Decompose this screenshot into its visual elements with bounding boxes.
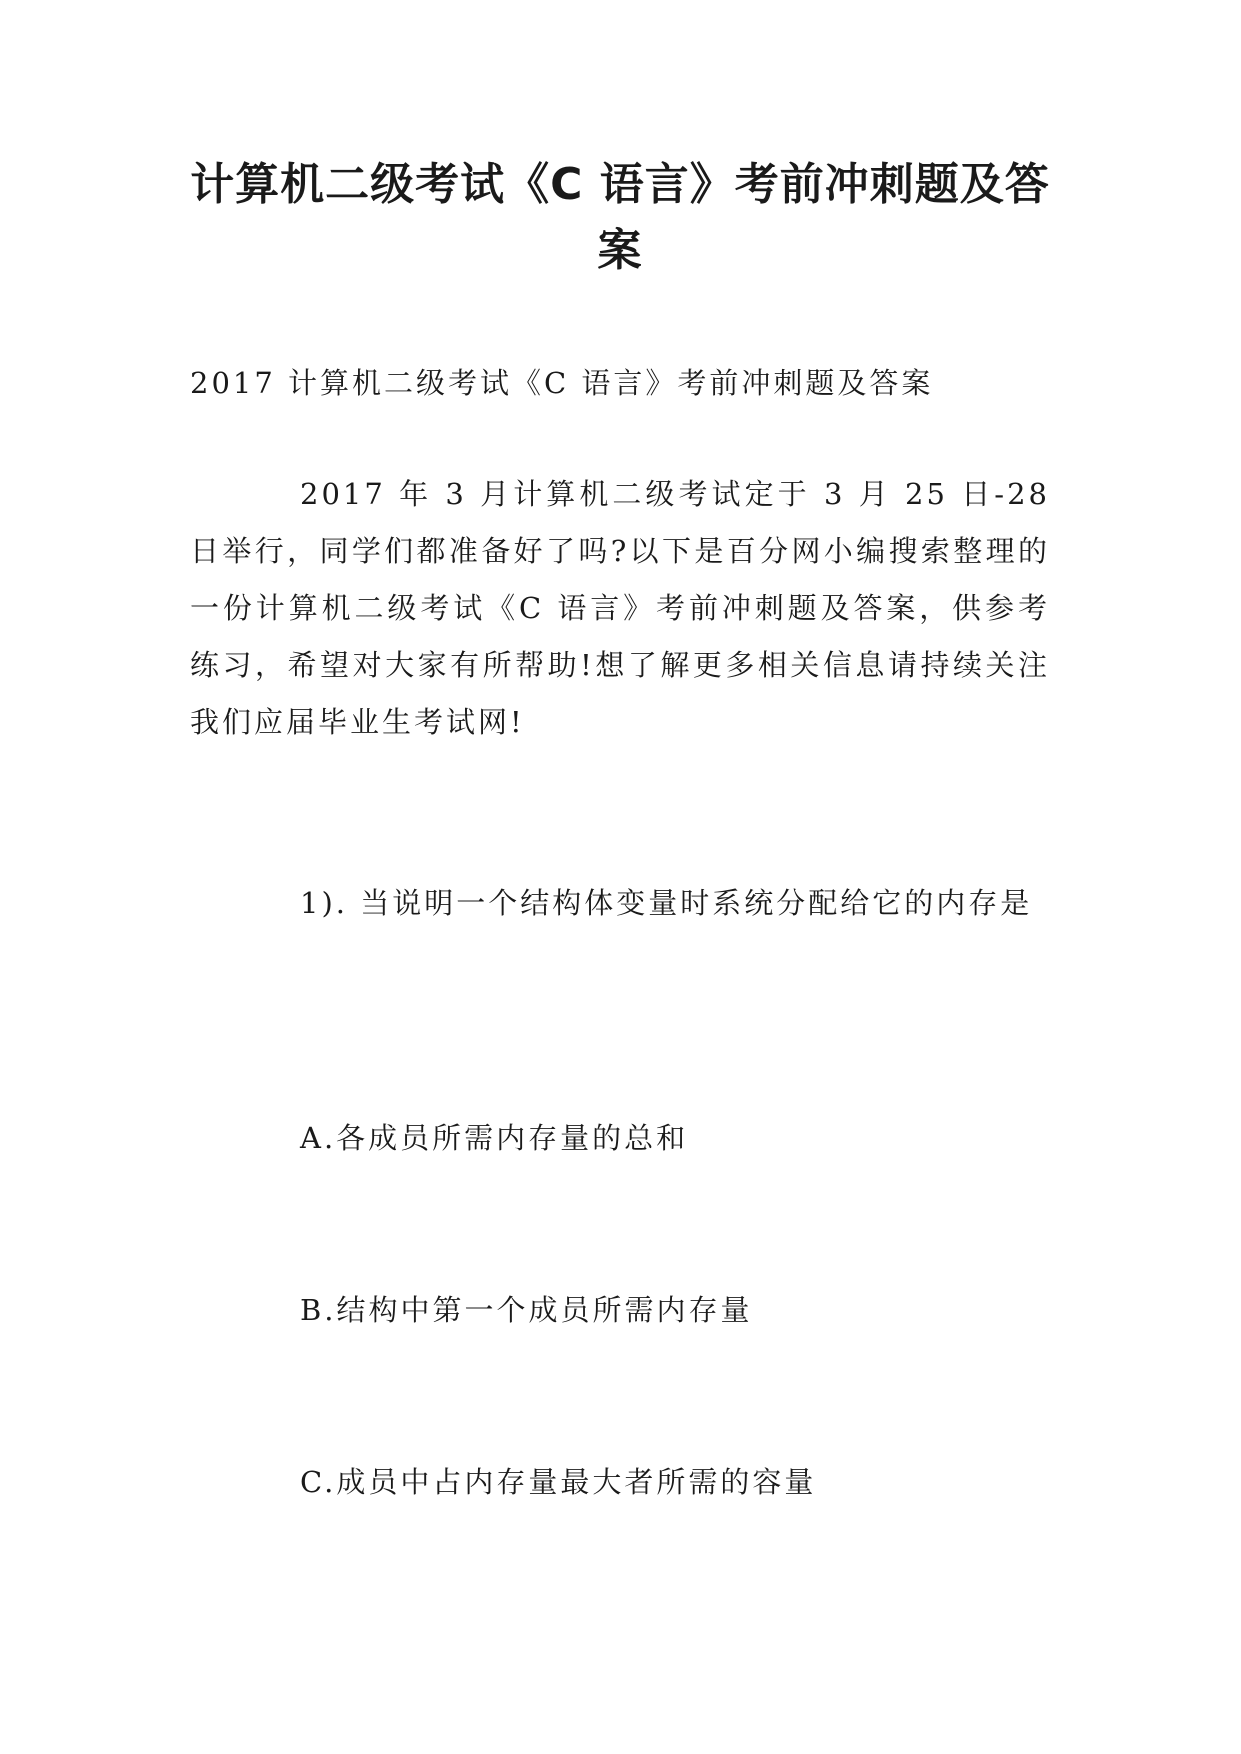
intro-paragraph: 2017 年 3 月计算机二级考试定于 3 月 25 日-28 日举行，同学们都准备好了吗?以下是百分网小编搜索整理的一份计算机二级考试《C 语言》考前冲刺题及答案，供参考练习，希望对大家有所帮助!想了解更多相关信息请持续关注我们应届毕业生考试网! <box>190 477 1050 739</box>
document-subtitle: 2017 计算机二级考试《C 语言》考前冲刺题及答案 <box>190 366 934 400</box>
option-c: C.成员中占内存量最大者所需的容量 <box>300 1465 817 1499</box>
document-title: 计算机二级考试《C 语言》考前冲刺题及答案 <box>190 159 1050 276</box>
document-page <box>190 0 1050 1754</box>
question-1-text: 1). 当说明一个结构体变量时系统分配给它的内存是 <box>300 886 1033 920</box>
option-a: A.各成员所需内存量的总和 <box>300 1121 689 1155</box>
option-b: B.结构中第一个成员所需内存量 <box>300 1293 753 1327</box>
